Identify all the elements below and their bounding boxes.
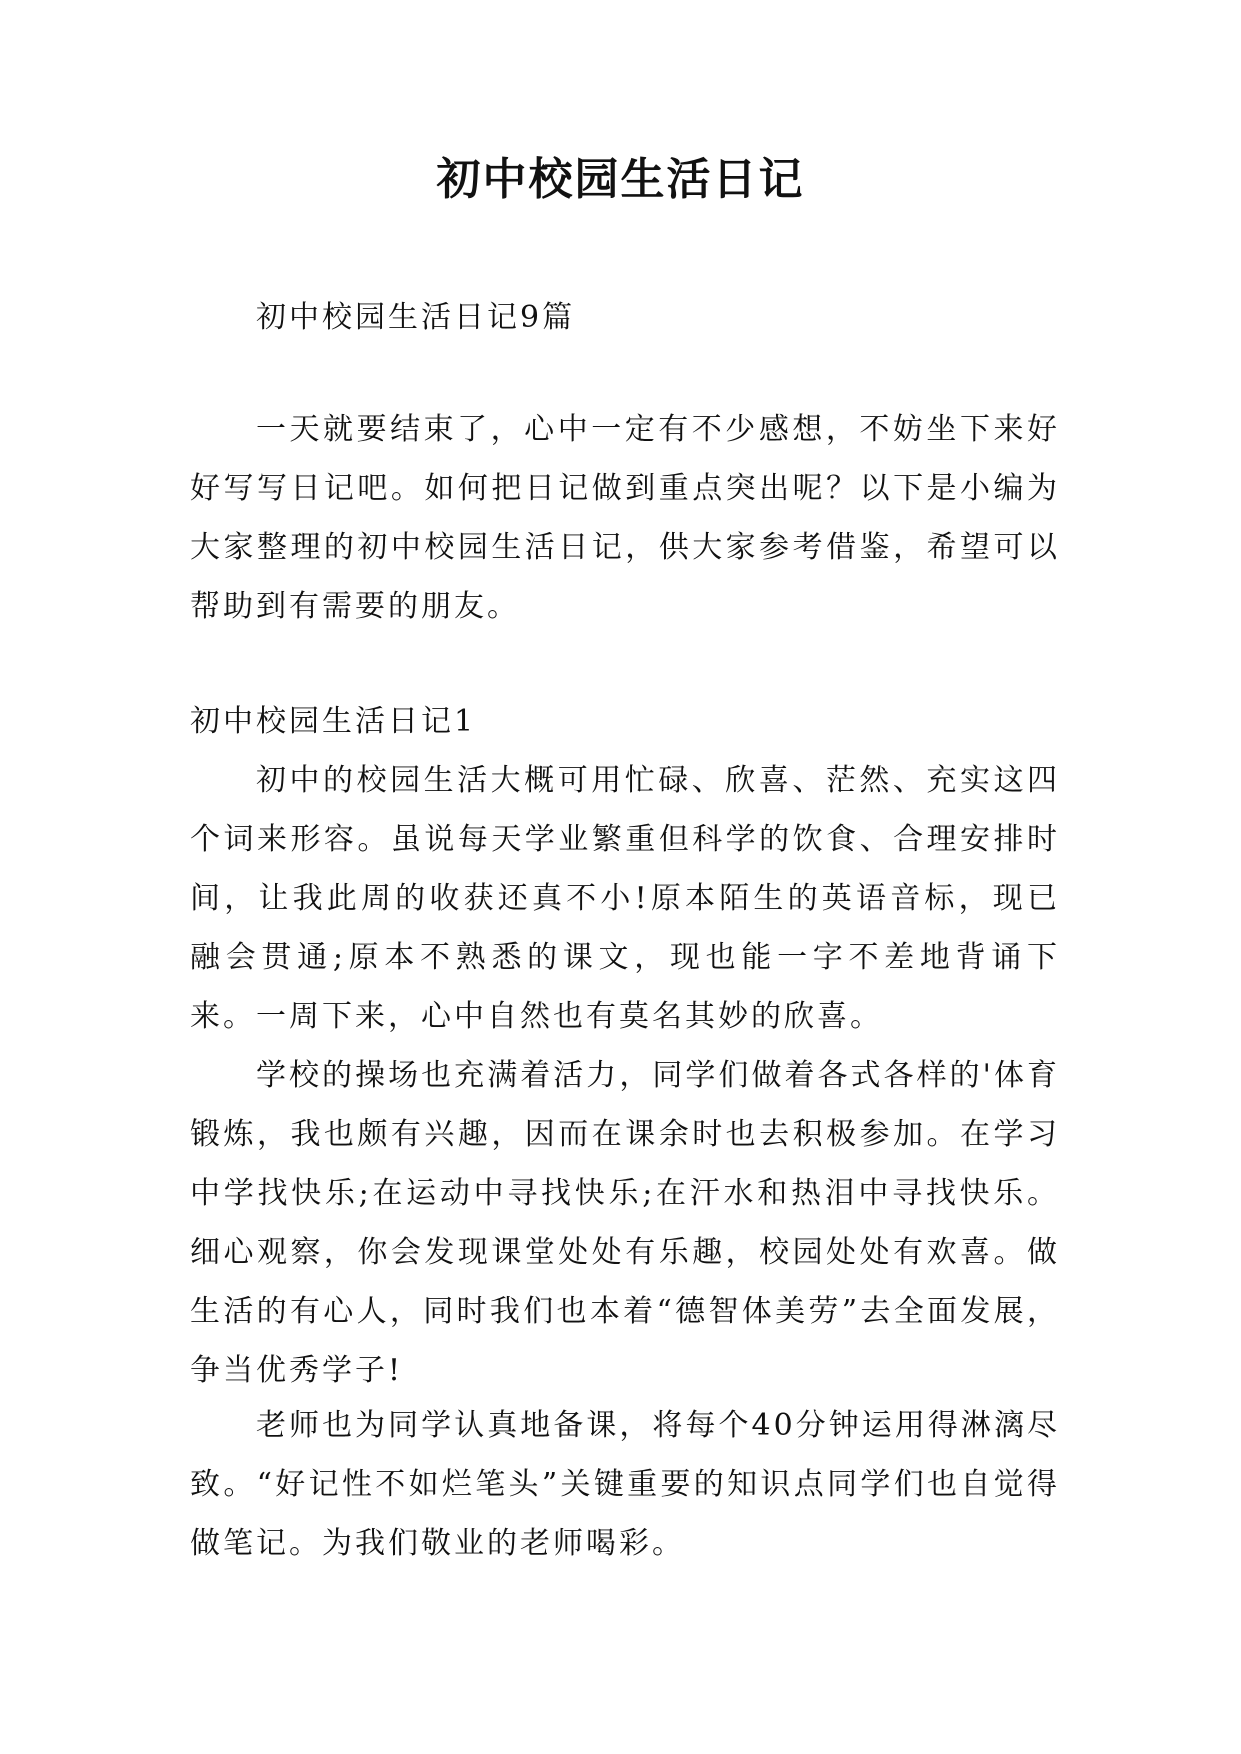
document-subtitle: 初中校园生活日记9篇: [256, 300, 576, 335]
intro-paragraph: 一天就要结束了，心中一定有不少感想，不妨坐下来好好写写日记吧。如何把日记做到重点突出呢？以下是小编为大家整理的初中校园生活日记，供大家参考借鉴，希望可以帮助到有需要的朋友。: [190, 412, 1060, 624]
body-paragraph: 老师也为同学认真地备课，将每个40分钟运用得淋漓尽致。“好记性不如烂笔头”关键重要的知识点同学们也自觉得做笔记。为我们敬业的老师喝彩。: [190, 1408, 1060, 1561]
body-paragraph: 初中的校园生活大概可用忙碌、欣喜、茫然、充实这四个词来形容。虽说每天学业繁重但科学的饮食、合理安排时间，让我此周的收获还真不小!原本陌生的英语音标，现已融会贯通;原本不熟悉的课文，现也能一字不差地背诵下来。一周下来，心中自然也有莫名其妙的欣喜。: [190, 763, 1060, 1034]
section-heading: 初中校园生活日记1: [190, 704, 477, 739]
body-paragraph: 学校的操场也充满着活力，同学们做着各式各样的'体育锻炼，我也颇有兴趣，因而在课余时也去积极参加。在学习中学找快乐;在运动中寻找快乐;在汗水和热泪中寻找快乐。细心观察，你会发现课堂处处有乐趣，校园处处有欢喜。做生活的有心人，同时我们也本着“德智体美劳”去全面发展，争当优秀学子!: [190, 1058, 1060, 1388]
document-title: 初中校园生活日记: [436, 154, 805, 205]
